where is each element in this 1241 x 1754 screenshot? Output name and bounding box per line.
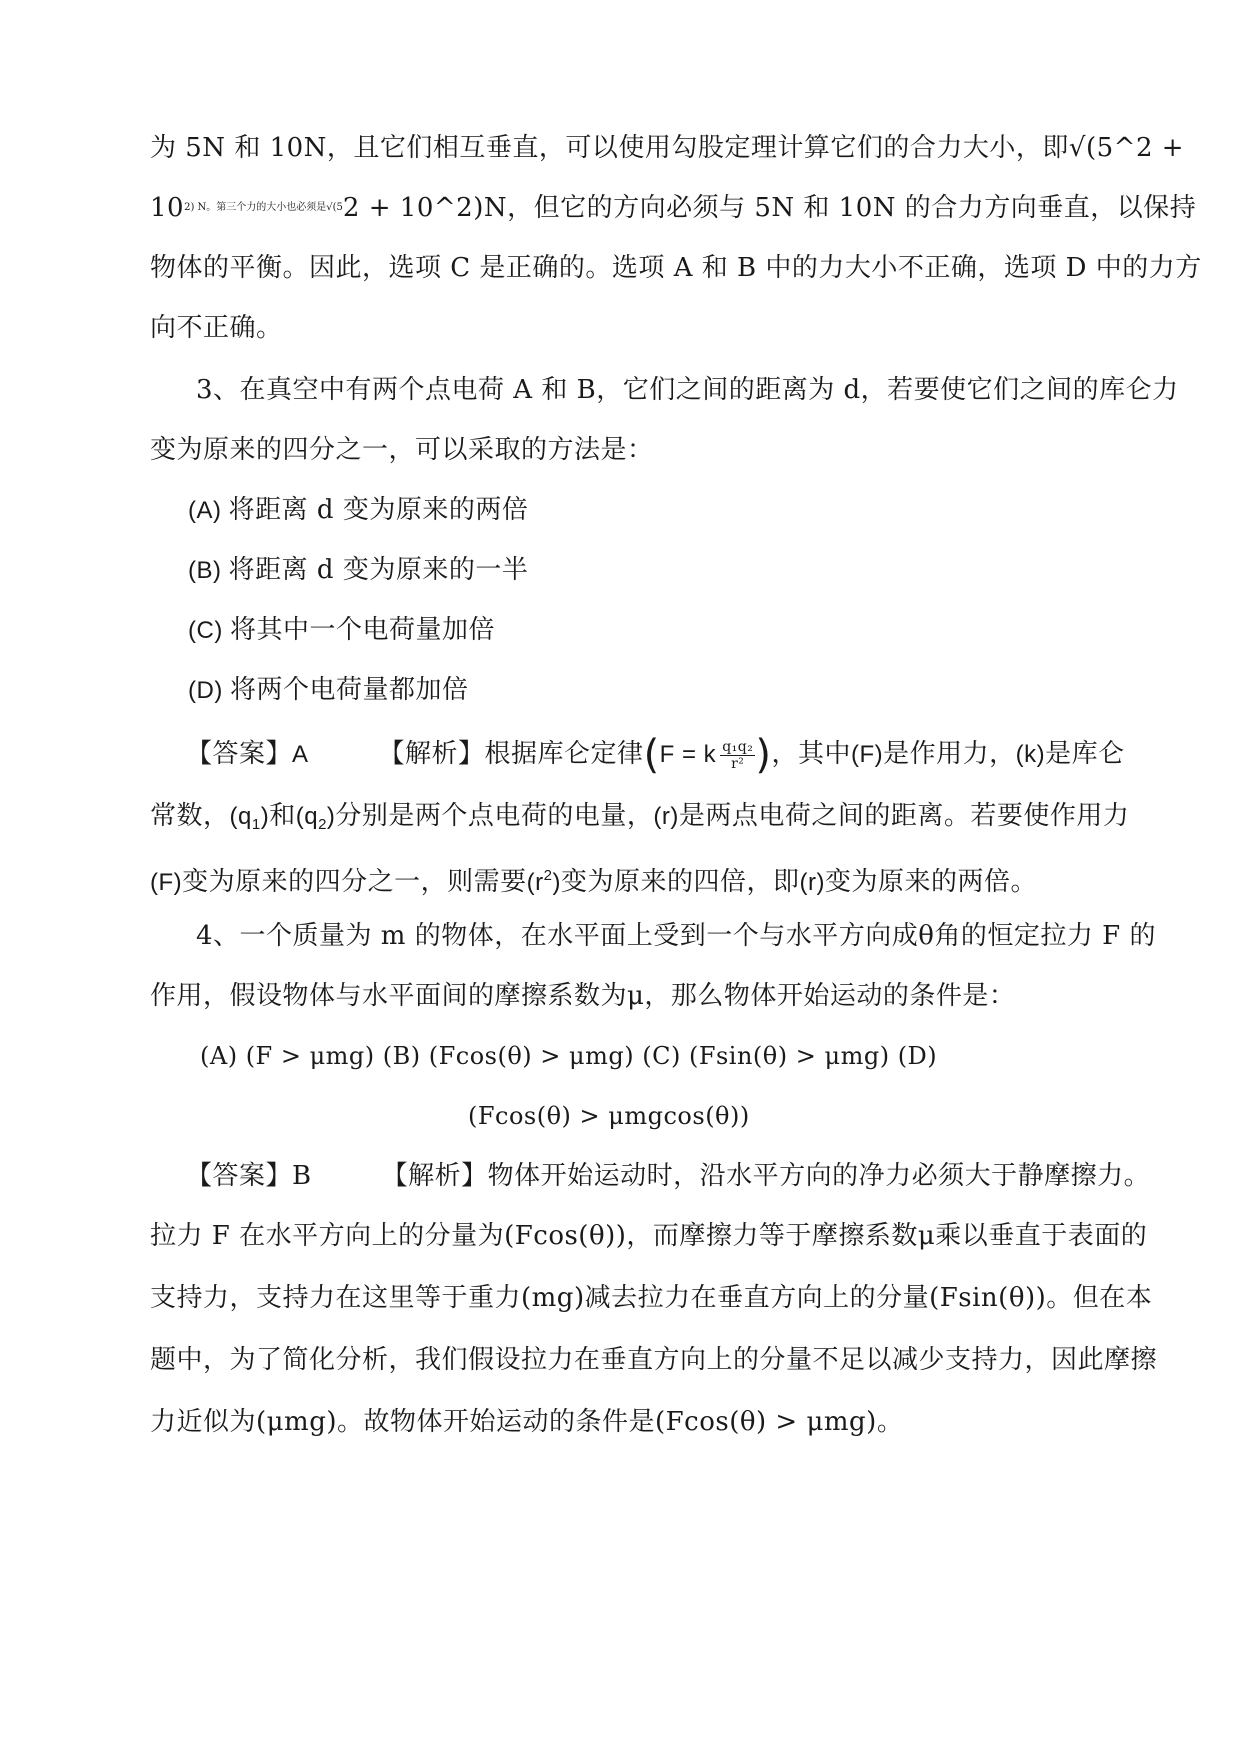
q3-analysis-text-11: 变为原来的两倍。	[825, 867, 1038, 897]
q3-option-b-text: 将距离 d 变为原来的一半	[228, 555, 529, 585]
q4-analysis-text-1: 物体开始运动时，沿水平方向的净力必须大于静摩擦力。	[487, 1161, 1151, 1191]
q3-stem-line-2: 变为原来的四分之一，可以采取的方法是：	[150, 435, 654, 465]
q4-answer-value: B	[292, 1161, 312, 1191]
q3-option-c-label: (C)	[188, 617, 223, 644]
q4-analysis-line-4: 题中，为了简化分析，我们假设拉力在垂直方向上的分量不足以减少支持力，因此摩擦	[150, 1345, 1158, 1375]
symbol-k: (k)	[1015, 741, 1046, 768]
q3-option-c-text: 将其中一个电荷量加倍	[230, 615, 496, 645]
intro-line-2-start: 10	[150, 193, 185, 223]
intro-line-2	[150, 188, 1196, 228]
q4-answer-label: 【答案】	[186, 1161, 293, 1191]
q4-analysis-line-2: 拉力 F 在水平方向上的分量为(Fcos(θ))，而摩擦力等于摩擦系数μ乘以垂直于表面的	[150, 1221, 1148, 1251]
symbol-q2: $(q_2)$	[295, 803, 336, 833]
q3-option-a-label: (A)	[188, 497, 222, 524]
intro-line-4: 向不正确。	[150, 313, 283, 343]
q3-analysis-label: 【解析】	[378, 739, 485, 769]
q3-analysis-text-10: 变为原来的四倍，即	[561, 867, 800, 897]
q3-analysis-text-3: 是作用力，	[883, 739, 1016, 769]
q3-option-a-text: 将距离 d 变为原来的两倍	[228, 495, 529, 525]
symbol-f-2: (F)	[150, 869, 183, 896]
symbol-q1: $(q_1)$	[229, 803, 270, 833]
intro-line-2-end: 2 + 10^2)N，但它的方向必须与 5N 和 10N 的合力方向垂直，以保持	[342, 193, 1197, 223]
q3-analysis-line-3	[150, 856, 1037, 903]
formula-close-paren: )	[755, 732, 772, 778]
q3-analysis-text-7: 分别是两个点电荷的电量，	[335, 801, 654, 831]
q3-answer-label: 【答案】	[186, 739, 293, 769]
q3-analysis-text-8: 是两点电荷之间的距离。若要使作用力	[678, 801, 1130, 831]
q4-answer-line	[186, 1156, 1150, 1196]
q4-stem-line-2: 作用，假设物体与水平面间的摩擦系数为μ，那么物体开始运动的条件是：	[150, 981, 1016, 1011]
q3-option-b-label: (B)	[188, 557, 222, 584]
q4-analysis-line-3: 支持力，支持力在这里等于重力(mg)减去拉力在垂直方向上的分量(Fsin(θ))。但在本	[150, 1283, 1153, 1313]
q3-option-d	[188, 670, 469, 711]
q3-answer-value: A	[292, 741, 309, 768]
coulomb-formula-numerator: q₁q₂	[722, 738, 754, 755]
formula-open-paren: (	[643, 732, 660, 778]
symbol-r: (r)	[653, 803, 679, 830]
q3-option-c	[188, 610, 495, 651]
q3-analysis-text-1: 根据库仑定律	[484, 739, 644, 769]
coulomb-formula-fraction	[720, 739, 755, 772]
intro-line-2-tiny-text: 2) N。第三个力的大小也必须是√(5	[184, 202, 343, 213]
q3-answer-line	[186, 732, 1125, 778]
q3-analysis-text-6: 和	[269, 801, 296, 831]
q4-stem-line-1: 4、一个质量为 m 的物体，在水平面上受到一个与水平方向成θ角的恒定拉力 F 的	[196, 921, 1156, 951]
q3-option-d-text: 将两个电荷量都加倍	[230, 675, 469, 705]
q4-options-line-2: (Fcos(θ) > μmgcos(θ))	[468, 1102, 750, 1130]
q3-analysis-line-2	[150, 796, 1129, 845]
q3-option-d-label: (D)	[188, 677, 223, 704]
q3-analysis-text-2: ，其中	[771, 739, 851, 769]
intro-line-1: 为 5N 和 10N，且它们相互垂直，可以使用勾股定理计算它们的合力大小，即√(5^2 +	[150, 133, 1185, 163]
q3-stem-line-1: 3、在真空中有两个点电荷 A 和 B，它们之间的距离为 d，若要使它们之间的库仑力	[196, 375, 1179, 405]
q4-analysis-label: 【解析】	[381, 1161, 488, 1191]
coulomb-formula-denominator: r²	[731, 755, 745, 772]
symbol-r-3: (r)	[799, 869, 825, 896]
symbol-r-squared: $(r^2)$	[526, 867, 561, 896]
q3-option-b	[188, 550, 528, 591]
q4-analysis-line-5: 力近似为(μmg)。故物体开始运动的条件是(Fcos(θ) > μmg)。	[150, 1407, 904, 1437]
q3-analysis-text-4: 是库仑	[1045, 739, 1125, 769]
symbol-f: (F)	[850, 741, 884, 768]
coulomb-formula-lhs: F = k	[659, 741, 717, 768]
intro-line-3: 物体的平衡。因此，选项 C 是正确的。选项 A 和 B 中的力大小不正确，选项 D 中的力方	[150, 253, 1202, 283]
q3-analysis-text-9: 变为原来的四分之一，则需要	[182, 867, 527, 897]
q4-options-line-1: (A) (F > μmg) (B) (Fcos(θ) > μmg) (C) (Fsin(θ) > μmg) (D)	[200, 1042, 938, 1070]
q3-option-a	[188, 490, 528, 531]
q3-analysis-text-5: 常数，	[150, 801, 230, 831]
